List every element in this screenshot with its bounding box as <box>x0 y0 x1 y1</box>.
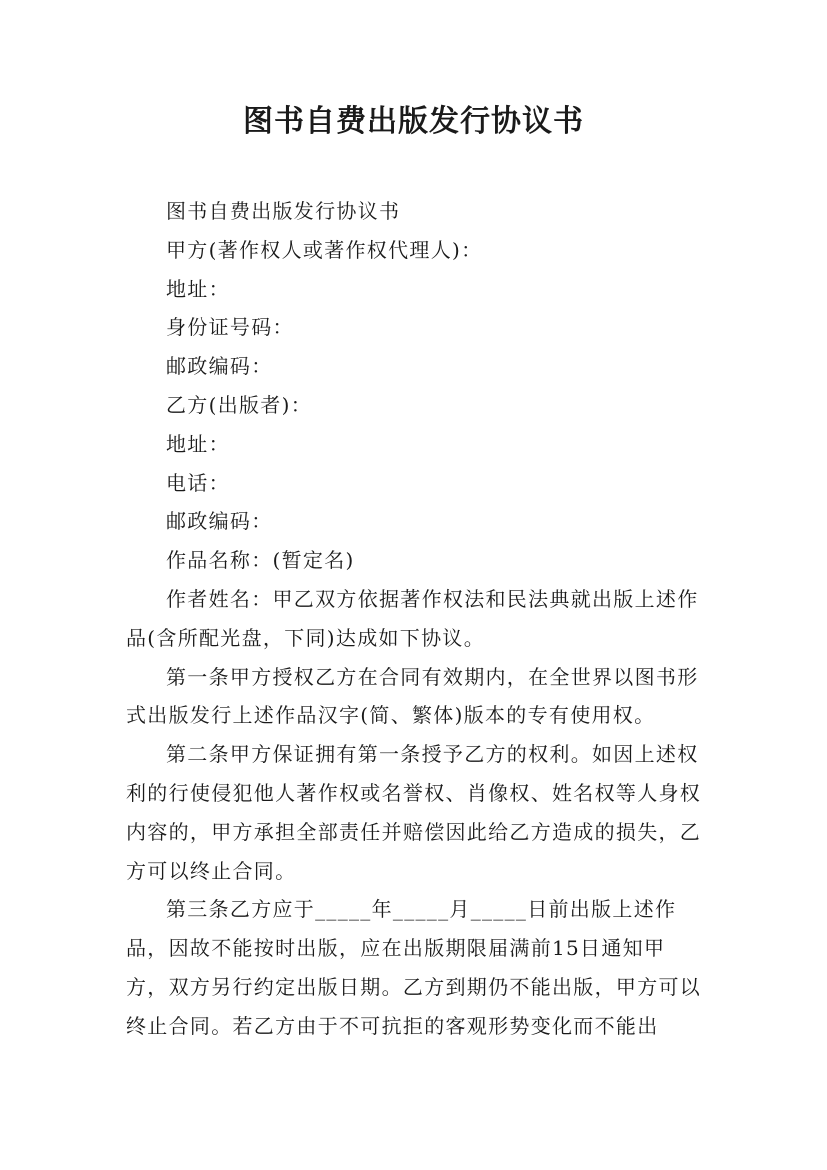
article-1: 第一条甲方授权乙方在合同有效期内，在全世界以图书形式出版发行上述作品汉字(简、繁体)版本的专有使用权。 <box>126 664 699 728</box>
document-title: 图书自费出版发行协议书 <box>243 104 584 139</box>
party-a-address: 地址： <box>166 276 230 301</box>
article-3: 第三条乙方应于_____年_____月_____日前出版上述作品，因故不能按时出版，应在出版期限届满前15日通知甲方，双方另行约定出版日期。乙方到期仍不能出版，甲方可以终止合同。若乙方由于不可抗拒的客观形势变化而不能出 <box>126 897 702 1038</box>
party-a-id-number: 身份证号码： <box>166 315 294 340</box>
party-b-postcode: 邮政编码： <box>166 509 273 534</box>
party-a-label: 甲方(著作权人或著作权代理人)： <box>166 237 483 262</box>
paragraph-heading: 图书自费出版发行协议书 <box>166 199 401 223</box>
party-b-address: 地址： <box>166 431 230 456</box>
author-name-paragraph: 作者姓名：甲乙双方依据著作权法和民法典就出版上述作品(含所配光盘，下同)达成如下协议。 <box>126 586 699 650</box>
article-2: 第二条甲方保证拥有第一条授予乙方的权利。如因上述权利的行使侵犯他人著作权或名誉权、肖像权、姓名权等人身权内容的，甲方承担全部责任并赔偿因此给乙方造成的损失，乙方可以终止合同。 <box>126 742 702 883</box>
document-body <box>126 192 706 1046</box>
party-b-label: 乙方(出版者)： <box>166 392 313 417</box>
party-b-phone: 电话： <box>166 470 230 495</box>
work-title: 作品名称：(暂定名) <box>166 548 355 573</box>
party-a-postcode: 邮政编码： <box>166 354 273 379</box>
